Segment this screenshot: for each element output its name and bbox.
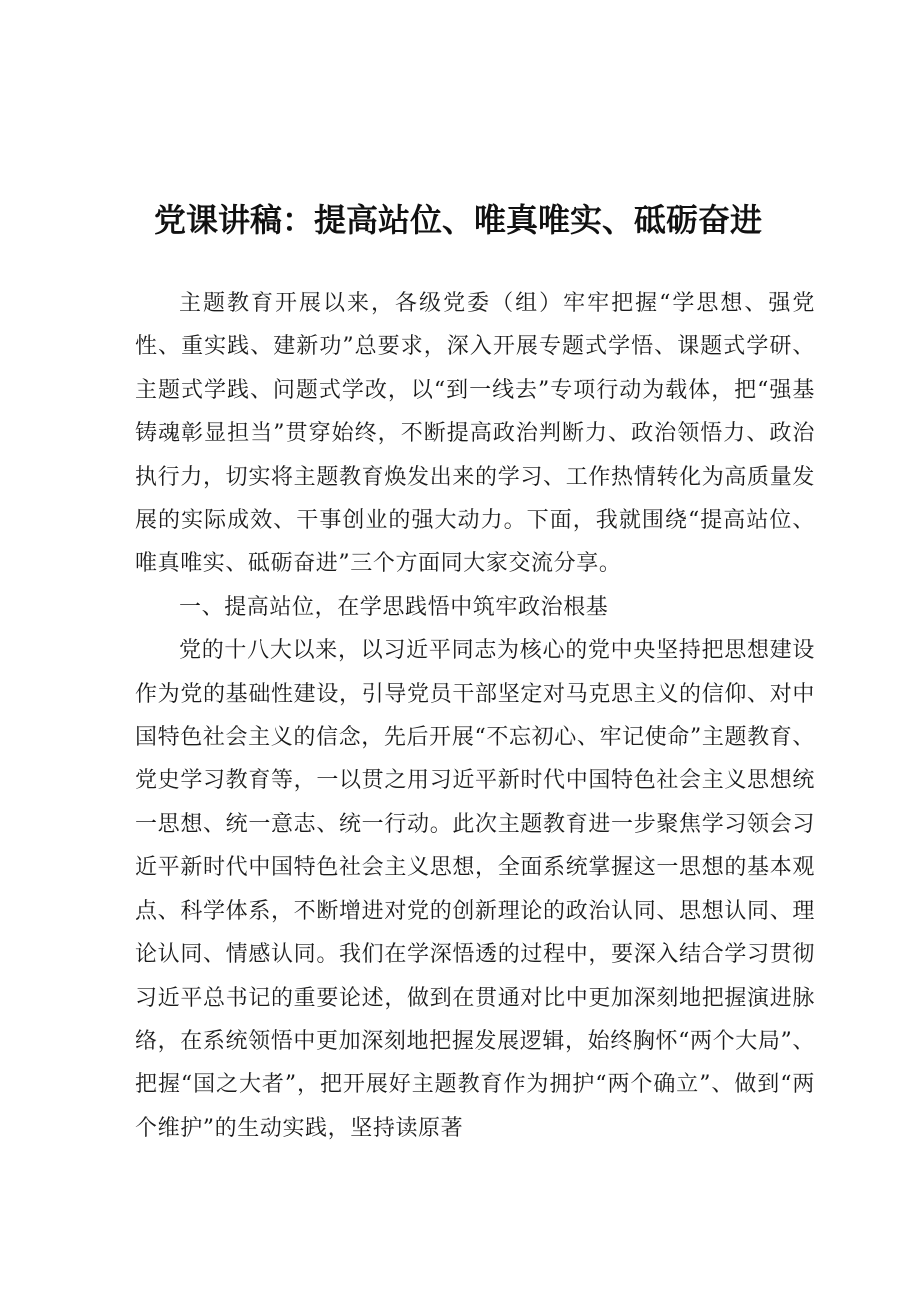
document-body <box>135 282 815 1150</box>
intro-paragraph: 主题教育开展以来，各级党委（组）牢牢把握“学思想、强党性、重实践、建新功”总要求，深入开展专题式学悟、课题式学研、主题式学践、问题式学改，以“到一线去”专项行动为载体，把“强基铸魂彰显担当”贯穿始终，不断提高政治判断力、政治领悟力、政治执行力，切实将主题教育焕发出来的学习、工作热情转化为高质量发展的实际成效、干事创业的强大动力。下面，我就围绕“提高站位、唯真唯实、砥砺奋进”三个方面同大家交流分享。 <box>135 291 815 577</box>
document-title: 党课讲稿：提高站位、唯真唯实、砥砺奋进 <box>154 201 763 239</box>
section-heading: 一、提高站位，在学思践悟中筑牢政治根基 <box>179 594 609 620</box>
section-paragraph: 党的十八大以来，以习近平同志为核心的党中央坚持把思想建设作为党的基础性建设，引导党员干部坚定对马克思主义的信仰、对中国特色社会主义的信念，先后开展“不忘初心、牢记使命”主题教育、党史学习教育等，一以贯之用习近平新时代中国特色社会主义思想统一思想、统一意志、统一行动。此次主题教育进一步聚焦学习领会习近平新时代中国特色社会主义思想，全面系统掌握这一思想的基本观点、科学体系，不断增进对党的创新理论的政治认同、思想认同、理论认同、情感认同。我们在学深悟透的过程中，要深入结合学习贯彻习近平总书记的重要论述，做到在贯通对比中更加深刻地把握演进脉络，在系统领悟中更加深刻地把握发展逻辑，始终胸怀“两个大局”、把握“国之大者”，把开展好主题教育作为拥护“两个确立”、做到“两个维护”的生动实践，坚持读原著 <box>135 638 815 1141</box>
